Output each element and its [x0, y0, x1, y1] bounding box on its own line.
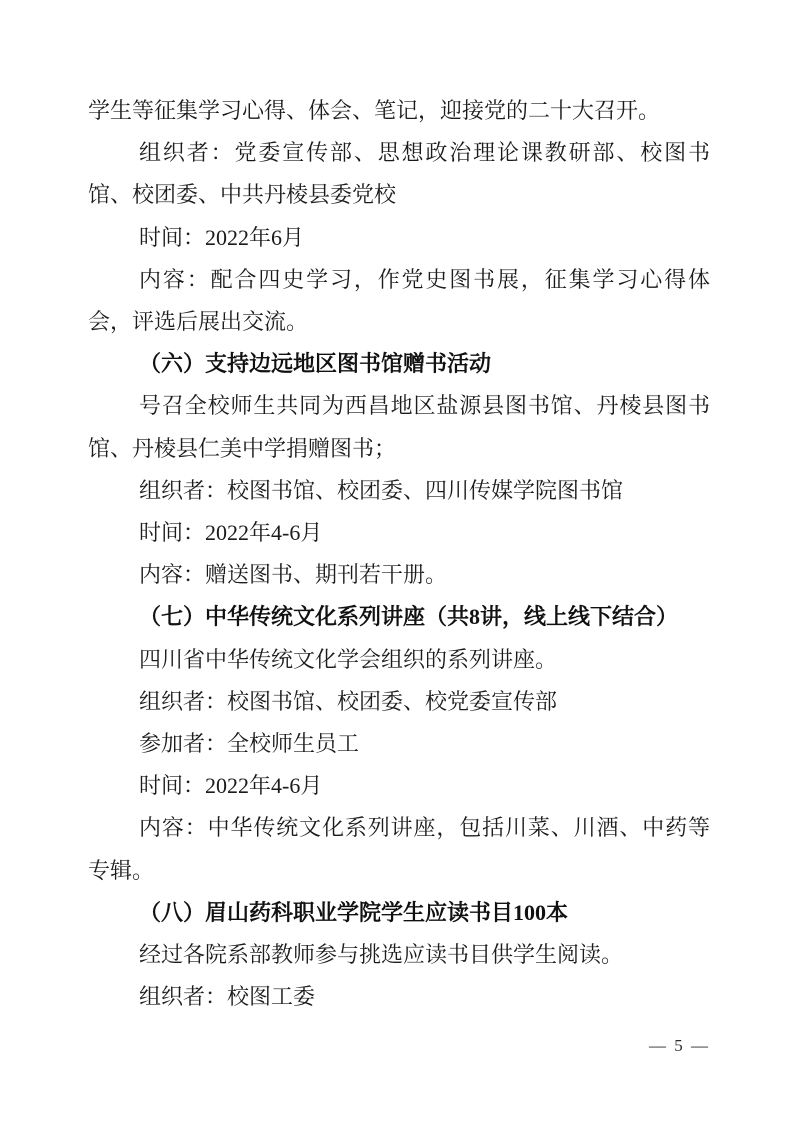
paragraph: 时间：2022年6月 — [139, 224, 305, 250]
section-heading: （八）眉山药科职业学院学生应读书目100本 — [139, 899, 569, 925]
paragraph: 时间：2022年4-6月 — [139, 520, 323, 546]
paragraph: 经过各院系部教师参与挑选应读书目供学生阅读。 — [139, 942, 624, 968]
section-heading: （六）支持边远地区图书馆赠书活动 — [139, 351, 492, 377]
paragraph: 内容：中华传统文化系列讲座，包括川菜、川酒、中药等专辑。 — [88, 815, 710, 883]
paragraph: 组织者：校图工委 — [139, 984, 316, 1010]
paragraph: 参加者：全校师生员工 — [139, 731, 360, 757]
paragraph: 时间：2022年4-6月 — [139, 773, 323, 799]
page-number: — 5 — — [649, 1036, 710, 1055]
paragraph: 内容：赠送图书、期刊若干册。 — [139, 562, 448, 588]
paragraph: 组织者：校图书馆、校团委、四川传媒学院图书馆 — [139, 477, 624, 503]
paragraph: 号召全校师生共同为西昌地区盐源县图书馆、丹棱县图书馆、丹棱县仁美中学捐赠图书； — [88, 393, 710, 461]
section-heading: （七）中华传统文化系列讲座（共8讲，线上线下结合） — [139, 604, 679, 630]
paragraph: 组织者：党委宣传部、思想政治理论课教研部、校图书馆、校团委、中共丹棱县委党校 — [88, 140, 710, 208]
paragraph: 四川省中华传统文化学会组织的系列讲座。 — [139, 646, 558, 672]
paragraph: 学生等征集学习心得、体会、笔记，迎接党的二十大召开。 — [88, 98, 661, 123]
document-body — [88, 90, 710, 1018]
paragraph: 组织者：校图书馆、校团委、校党委宣传部 — [139, 688, 558, 714]
paragraph: 内容：配合四史学习，作党史图书展，征集学习心得体会，评选后展出交流。 — [88, 266, 710, 335]
